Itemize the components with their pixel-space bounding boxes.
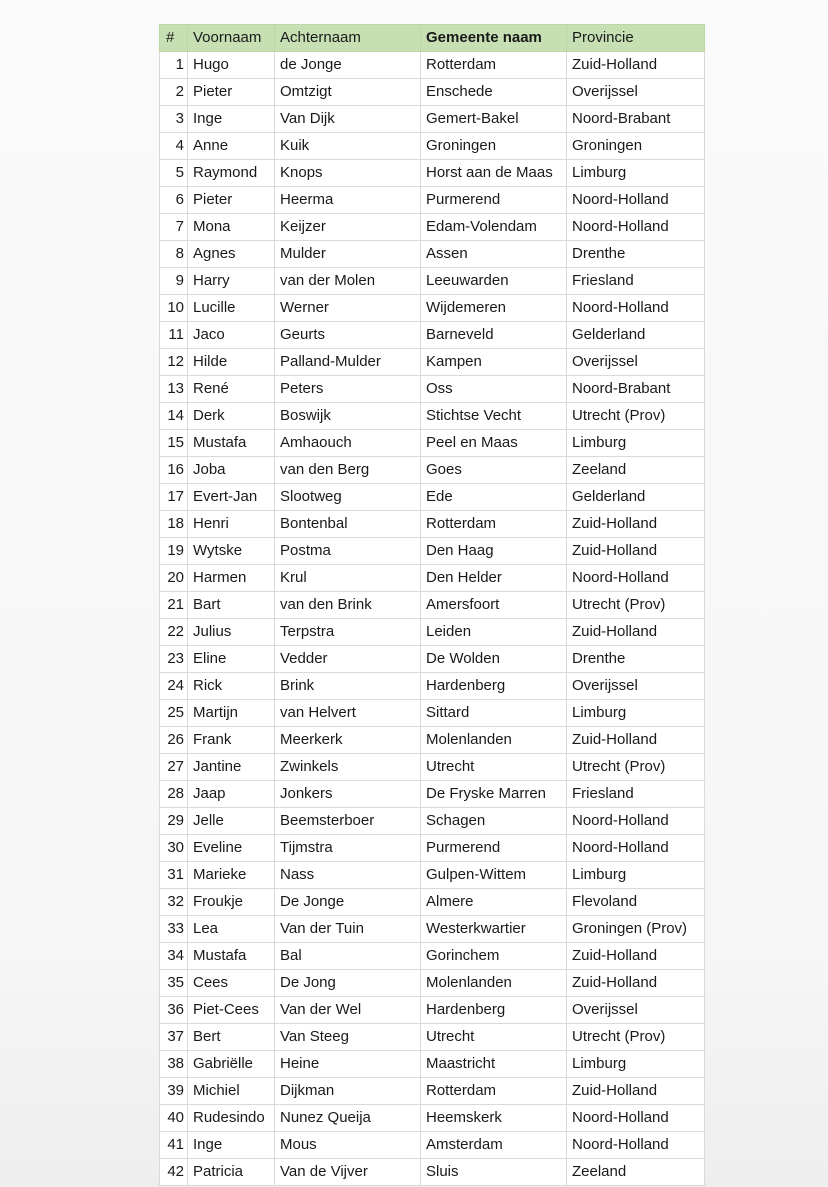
cell-gemeente[interactable]: Gulpen-Wittem [421, 862, 567, 889]
cell-number[interactable]: 14 [160, 403, 188, 430]
cell-provincie[interactable]: Noord-Holland [567, 1105, 705, 1132]
cell-gemeente[interactable]: Den Helder [421, 565, 567, 592]
cell-provincie[interactable]: Limburg [567, 862, 705, 889]
table-row [160, 133, 705, 160]
cell-provincie[interactable]: Zeeland [567, 457, 705, 484]
cell-provincie[interactable]: Noord-Holland [567, 565, 705, 592]
cell-provincie[interactable]: Utrecht (Prov) [567, 592, 705, 619]
cell-gemeente[interactable]: Schagen [421, 808, 567, 835]
cell-number[interactable]: 8 [160, 241, 188, 268]
cell-achternaam[interactable]: van der Molen [275, 268, 421, 295]
table-row [160, 376, 705, 403]
cell-voornaam[interactable]: Inge [188, 106, 275, 133]
table-row [160, 1132, 705, 1159]
cell-provincie[interactable]: Zuid-Holland [567, 1078, 705, 1105]
cell-number[interactable]: 32 [160, 889, 188, 916]
cell-gemeente[interactable]: Westerkwartier [421, 916, 567, 943]
cell-provincie[interactable]: Groningen (Prov) [567, 916, 705, 943]
cell-voornaam[interactable]: Agnes [188, 241, 275, 268]
spreadsheet [159, 24, 704, 1186]
cell-number[interactable]: 24 [160, 673, 188, 700]
cell-gemeente[interactable]: Stichtse Vecht [421, 403, 567, 430]
table-row [160, 889, 705, 916]
table-row [160, 484, 705, 511]
cell-gemeente[interactable]: Gorinchem [421, 943, 567, 970]
cell-number[interactable]: 18 [160, 511, 188, 538]
table-row [160, 862, 705, 889]
cell-number[interactable]: 12 [160, 349, 188, 376]
cell-voornaam[interactable]: Jelle [188, 808, 275, 835]
cell-voornaam[interactable]: René [188, 376, 275, 403]
cell-gemeente[interactable]: Wijdemeren [421, 295, 567, 322]
cell-voornaam[interactable]: Piet-Cees [188, 997, 275, 1024]
cell-provincie[interactable]: Zuid-Holland [567, 619, 705, 646]
cell-provincie[interactable]: Overijssel [567, 673, 705, 700]
cell-provincie[interactable]: Noord-Holland [567, 1132, 705, 1159]
cell-provincie[interactable]: Groningen [567, 133, 705, 160]
cell-provincie[interactable]: Limburg [567, 700, 705, 727]
cell-voornaam[interactable]: Jaco [188, 322, 275, 349]
cell-voornaam[interactable]: Harry [188, 268, 275, 295]
cell-achternaam[interactable]: Krul [275, 565, 421, 592]
cell-gemeente[interactable]: Ede [421, 484, 567, 511]
cell-gemeente[interactable]: Enschede [421, 79, 567, 106]
cell-voornaam[interactable]: Mona [188, 214, 275, 241]
cell-achternaam[interactable]: van Helvert [275, 700, 421, 727]
cell-achternaam[interactable]: Keijzer [275, 214, 421, 241]
cell-number[interactable]: 39 [160, 1078, 188, 1105]
cell-achternaam[interactable]: Omtzigt [275, 79, 421, 106]
cell-number[interactable]: 13 [160, 376, 188, 403]
cell-achternaam[interactable]: Heerma [275, 187, 421, 214]
cell-voornaam[interactable]: Jaap [188, 781, 275, 808]
table-row [160, 754, 705, 781]
cell-achternaam[interactable]: Geurts [275, 322, 421, 349]
cell-achternaam[interactable]: Beemsterboer [275, 808, 421, 835]
cell-provincie[interactable]: Noord-Brabant [567, 106, 705, 133]
cell-gemeente[interactable]: Horst aan de Maas [421, 160, 567, 187]
cell-voornaam[interactable]: Pieter [188, 187, 275, 214]
cell-gemeente[interactable]: Peel en Maas [421, 430, 567, 457]
cell-voornaam[interactable]: Harmen [188, 565, 275, 592]
cell-voornaam[interactable]: Frank [188, 727, 275, 754]
cell-provincie[interactable]: Zuid-Holland [567, 970, 705, 997]
table-row [160, 106, 705, 133]
cell-provincie[interactable]: Overijssel [567, 79, 705, 106]
cell-number[interactable]: 20 [160, 565, 188, 592]
cell-voornaam[interactable]: Rudesindo [188, 1105, 275, 1132]
cell-number[interactable]: 15 [160, 430, 188, 457]
cell-achternaam[interactable]: Werner [275, 295, 421, 322]
cell-achternaam[interactable]: Bontenbal [275, 511, 421, 538]
candidates-table [159, 24, 705, 1186]
cell-achternaam[interactable]: Kuik [275, 133, 421, 160]
cell-gemeente[interactable]: Hardenberg [421, 673, 567, 700]
table-row [160, 700, 705, 727]
cell-provincie[interactable]: Friesland [567, 268, 705, 295]
cell-voornaam[interactable]: Anne [188, 133, 275, 160]
cell-voornaam[interactable]: Joba [188, 457, 275, 484]
cell-achternaam[interactable]: Terpstra [275, 619, 421, 646]
cell-achternaam[interactable]: Bal [275, 943, 421, 970]
cell-gemeente[interactable]: Amersfoort [421, 592, 567, 619]
cell-achternaam[interactable]: Dijkman [275, 1078, 421, 1105]
cell-number[interactable]: 5 [160, 160, 188, 187]
cell-achternaam[interactable]: Vedder [275, 646, 421, 673]
cell-provincie[interactable]: Noord-Holland [567, 187, 705, 214]
table-row [160, 403, 705, 430]
cell-provincie[interactable]: Flevoland [567, 889, 705, 916]
cell-provincie[interactable]: Zuid-Holland [567, 943, 705, 970]
cell-gemeente[interactable]: De Fryske Marren [421, 781, 567, 808]
cell-achternaam[interactable]: Mulder [275, 241, 421, 268]
cell-achternaam[interactable]: van den Brink [275, 592, 421, 619]
cell-number[interactable]: 26 [160, 727, 188, 754]
cell-gemeente[interactable]: Hardenberg [421, 997, 567, 1024]
cell-number[interactable]: 31 [160, 862, 188, 889]
cell-provincie[interactable]: Utrecht (Prov) [567, 403, 705, 430]
cell-gemeente[interactable]: Sluis [421, 1159, 567, 1186]
cell-number[interactable]: 38 [160, 1051, 188, 1078]
cell-number[interactable]: 37 [160, 1024, 188, 1051]
cell-gemeente[interactable]: Maastricht [421, 1051, 567, 1078]
table-row [160, 997, 705, 1024]
header-voornaam[interactable]: Voornaam [188, 25, 275, 52]
cell-gemeente[interactable]: Purmerend [421, 835, 567, 862]
table-row [160, 1051, 705, 1078]
cell-gemeente[interactable]: Groningen [421, 133, 567, 160]
cell-achternaam[interactable]: Palland-Mulder [275, 349, 421, 376]
table-row [160, 241, 705, 268]
cell-achternaam[interactable]: Nunez Queija [275, 1105, 421, 1132]
cell-gemeente[interactable]: Leeuwarden [421, 268, 567, 295]
cell-provincie[interactable]: Noord-Holland [567, 808, 705, 835]
cell-achternaam[interactable]: Mous [275, 1132, 421, 1159]
cell-number[interactable]: 21 [160, 592, 188, 619]
cell-achternaam[interactable]: Amhaouch [275, 430, 421, 457]
cell-achternaam[interactable]: Knops [275, 160, 421, 187]
cell-gemeente[interactable]: Oss [421, 376, 567, 403]
table-row [160, 214, 705, 241]
table-row [160, 565, 705, 592]
cell-voornaam[interactable]: Raymond [188, 160, 275, 187]
cell-achternaam[interactable]: Boswijk [275, 403, 421, 430]
header-number[interactable]: # [160, 25, 188, 52]
cell-gemeente[interactable]: Barneveld [421, 322, 567, 349]
cell-gemeente[interactable]: Molenlanden [421, 727, 567, 754]
cell-number[interactable]: 17 [160, 484, 188, 511]
cell-provincie[interactable]: Noord-Brabant [567, 376, 705, 403]
cell-gemeente[interactable]: Goes [421, 457, 567, 484]
table-row [160, 457, 705, 484]
cell-number[interactable]: 19 [160, 538, 188, 565]
cell-provincie[interactable]: Zeeland [567, 1159, 705, 1186]
cell-number[interactable]: 27 [160, 754, 188, 781]
cell-number[interactable]: 10 [160, 295, 188, 322]
cell-number[interactable]: 36 [160, 997, 188, 1024]
cell-achternaam[interactable]: Heine [275, 1051, 421, 1078]
cell-achternaam[interactable]: Van der Tuin [275, 916, 421, 943]
cell-number[interactable]: 23 [160, 646, 188, 673]
cell-voornaam[interactable]: Martijn [188, 700, 275, 727]
cell-voornaam[interactable]: Mustafa [188, 430, 275, 457]
cell-provincie[interactable]: Zuid-Holland [567, 727, 705, 754]
cell-provincie[interactable]: Overijssel [567, 997, 705, 1024]
cell-achternaam[interactable]: Nass [275, 862, 421, 889]
cell-voornaam[interactable]: Froukje [188, 889, 275, 916]
cell-achternaam[interactable]: van den Berg [275, 457, 421, 484]
cell-provincie[interactable]: Zuid-Holland [567, 511, 705, 538]
cell-achternaam[interactable]: Meerkerk [275, 727, 421, 754]
cell-provincie[interactable]: Zuid-Holland [567, 52, 705, 79]
cell-provincie[interactable]: Limburg [567, 160, 705, 187]
cell-gemeente[interactable]: Edam-Volendam [421, 214, 567, 241]
cell-achternaam[interactable]: Van Steeg [275, 1024, 421, 1051]
table-row [160, 430, 705, 457]
cell-voornaam[interactable]: Julius [188, 619, 275, 646]
cell-gemeente[interactable]: Assen [421, 241, 567, 268]
table-row [160, 673, 705, 700]
cell-voornaam[interactable]: Evert-Jan [188, 484, 275, 511]
cell-voornaam[interactable]: Rick [188, 673, 275, 700]
header-gemeente-naam[interactable]: Gemeente naam [421, 25, 567, 52]
cell-gemeente[interactable]: Utrecht [421, 754, 567, 781]
cell-provincie[interactable]: Drenthe [567, 241, 705, 268]
table-row [160, 835, 705, 862]
cell-gemeente[interactable]: Utrecht [421, 1024, 567, 1051]
cell-number[interactable]: 4 [160, 133, 188, 160]
table-row [160, 1105, 705, 1132]
table-row [160, 295, 705, 322]
cell-number[interactable]: 29 [160, 808, 188, 835]
cell-voornaam[interactable]: Bert [188, 1024, 275, 1051]
cell-number[interactable]: 9 [160, 268, 188, 295]
table-row [160, 727, 705, 754]
cell-achternaam[interactable]: De Jonge [275, 889, 421, 916]
table-row [160, 592, 705, 619]
cell-voornaam[interactable]: Hugo [188, 52, 275, 79]
table-row [160, 268, 705, 295]
cell-number[interactable]: 34 [160, 943, 188, 970]
cell-gemeente[interactable]: Kampen [421, 349, 567, 376]
table-row [160, 808, 705, 835]
table-row [160, 1078, 705, 1105]
cell-voornaam[interactable]: Gabriëlle [188, 1051, 275, 1078]
cell-voornaam[interactable]: Cees [188, 970, 275, 997]
cell-voornaam[interactable]: Mustafa [188, 943, 275, 970]
cell-number[interactable]: 33 [160, 916, 188, 943]
cell-voornaam[interactable]: Eveline [188, 835, 275, 862]
cell-gemeente[interactable]: De Wolden [421, 646, 567, 673]
cell-voornaam[interactable]: Eline [188, 646, 275, 673]
cell-gemeente[interactable]: Molenlanden [421, 970, 567, 997]
table-row [160, 943, 705, 970]
cell-number[interactable]: 28 [160, 781, 188, 808]
cell-gemeente[interactable]: Purmerend [421, 187, 567, 214]
cell-provincie[interactable]: Gelderland [567, 484, 705, 511]
cell-provincie[interactable]: Zuid-Holland [567, 538, 705, 565]
table-header [160, 25, 705, 52]
cell-gemeente[interactable]: Rotterdam [421, 52, 567, 79]
cell-achternaam[interactable]: Van Dijk [275, 106, 421, 133]
cell-achternaam[interactable]: Zwinkels [275, 754, 421, 781]
table-row [160, 187, 705, 214]
cell-number[interactable]: 11 [160, 322, 188, 349]
cell-number[interactable]: 1 [160, 52, 188, 79]
cell-voornaam[interactable]: Hilde [188, 349, 275, 376]
table-row [160, 619, 705, 646]
cell-number[interactable]: 30 [160, 835, 188, 862]
cell-number[interactable]: 41 [160, 1132, 188, 1159]
cell-provincie[interactable]: Limburg [567, 430, 705, 457]
table-row [160, 52, 705, 79]
table-row [160, 538, 705, 565]
cell-gemeente[interactable]: Rotterdam [421, 511, 567, 538]
cell-voornaam[interactable]: Bart [188, 592, 275, 619]
cell-gemeente[interactable]: Heemskerk [421, 1105, 567, 1132]
cell-voornaam[interactable]: Marieke [188, 862, 275, 889]
cell-provincie[interactable]: Noord-Holland [567, 295, 705, 322]
cell-voornaam[interactable]: Patricia [188, 1159, 275, 1186]
cell-gemeente[interactable]: Leiden [421, 619, 567, 646]
table-body [160, 52, 705, 1186]
table-row [160, 322, 705, 349]
cell-provincie[interactable]: Utrecht (Prov) [567, 1024, 705, 1051]
cell-number[interactable]: 7 [160, 214, 188, 241]
cell-voornaam[interactable]: Henri [188, 511, 275, 538]
cell-gemeente[interactable]: Rotterdam [421, 1078, 567, 1105]
table-row [160, 160, 705, 187]
cell-achternaam[interactable]: Jonkers [275, 781, 421, 808]
table-row [160, 1024, 705, 1051]
cell-gemeente[interactable]: Gemert-Bakel [421, 106, 567, 133]
table-row [160, 646, 705, 673]
cell-number[interactable]: 2 [160, 79, 188, 106]
cell-achternaam[interactable]: Slootweg [275, 484, 421, 511]
cell-voornaam[interactable]: Lucille [188, 295, 275, 322]
cell-gemeente[interactable]: Den Haag [421, 538, 567, 565]
cell-achternaam[interactable]: Van der Wel [275, 997, 421, 1024]
table-row [160, 1159, 705, 1186]
cell-provincie[interactable]: Utrecht (Prov) [567, 754, 705, 781]
cell-achternaam[interactable]: Van de Vijver [275, 1159, 421, 1186]
cell-voornaam[interactable]: Derk [188, 403, 275, 430]
cell-achternaam[interactable]: de Jonge [275, 52, 421, 79]
header-provincie[interactable]: Provincie [567, 25, 705, 52]
cell-provincie[interactable]: Limburg [567, 1051, 705, 1078]
table-row [160, 781, 705, 808]
table-row [160, 79, 705, 106]
cell-voornaam[interactable]: Inge [188, 1132, 275, 1159]
table-row [160, 349, 705, 376]
cell-voornaam[interactable]: Wytske [188, 538, 275, 565]
cell-provincie[interactable]: Noord-Holland [567, 214, 705, 241]
cell-achternaam[interactable]: De Jong [275, 970, 421, 997]
cell-voornaam[interactable]: Jantine [188, 754, 275, 781]
cell-number[interactable]: 40 [160, 1105, 188, 1132]
cell-number[interactable]: 35 [160, 970, 188, 997]
table-row [160, 511, 705, 538]
cell-achternaam[interactable]: Postma [275, 538, 421, 565]
cell-provincie[interactable]: Drenthe [567, 646, 705, 673]
cell-provincie[interactable]: Noord-Holland [567, 835, 705, 862]
header-row [160, 25, 705, 52]
cell-voornaam[interactable]: Michiel [188, 1078, 275, 1105]
cell-number[interactable]: 16 [160, 457, 188, 484]
cell-number[interactable]: 22 [160, 619, 188, 646]
header-achternaam[interactable]: Achternaam [275, 25, 421, 52]
cell-number[interactable]: 42 [160, 1159, 188, 1186]
cell-provincie[interactable]: Overijssel [567, 349, 705, 376]
cell-number[interactable]: 25 [160, 700, 188, 727]
cell-provincie[interactable]: Friesland [567, 781, 705, 808]
cell-voornaam[interactable]: Pieter [188, 79, 275, 106]
cell-achternaam[interactable]: Tijmstra [275, 835, 421, 862]
table-row [160, 970, 705, 997]
cell-number[interactable]: 6 [160, 187, 188, 214]
table-row [160, 916, 705, 943]
cell-gemeente[interactable]: Almere [421, 889, 567, 916]
cell-voornaam[interactable]: Lea [188, 916, 275, 943]
cell-achternaam[interactable]: Peters [275, 376, 421, 403]
cell-gemeente[interactable]: Amsterdam [421, 1132, 567, 1159]
cell-provincie[interactable]: Gelderland [567, 322, 705, 349]
cell-gemeente[interactable]: Sittard [421, 700, 567, 727]
cell-achternaam[interactable]: Brink [275, 673, 421, 700]
cell-number[interactable]: 3 [160, 106, 188, 133]
